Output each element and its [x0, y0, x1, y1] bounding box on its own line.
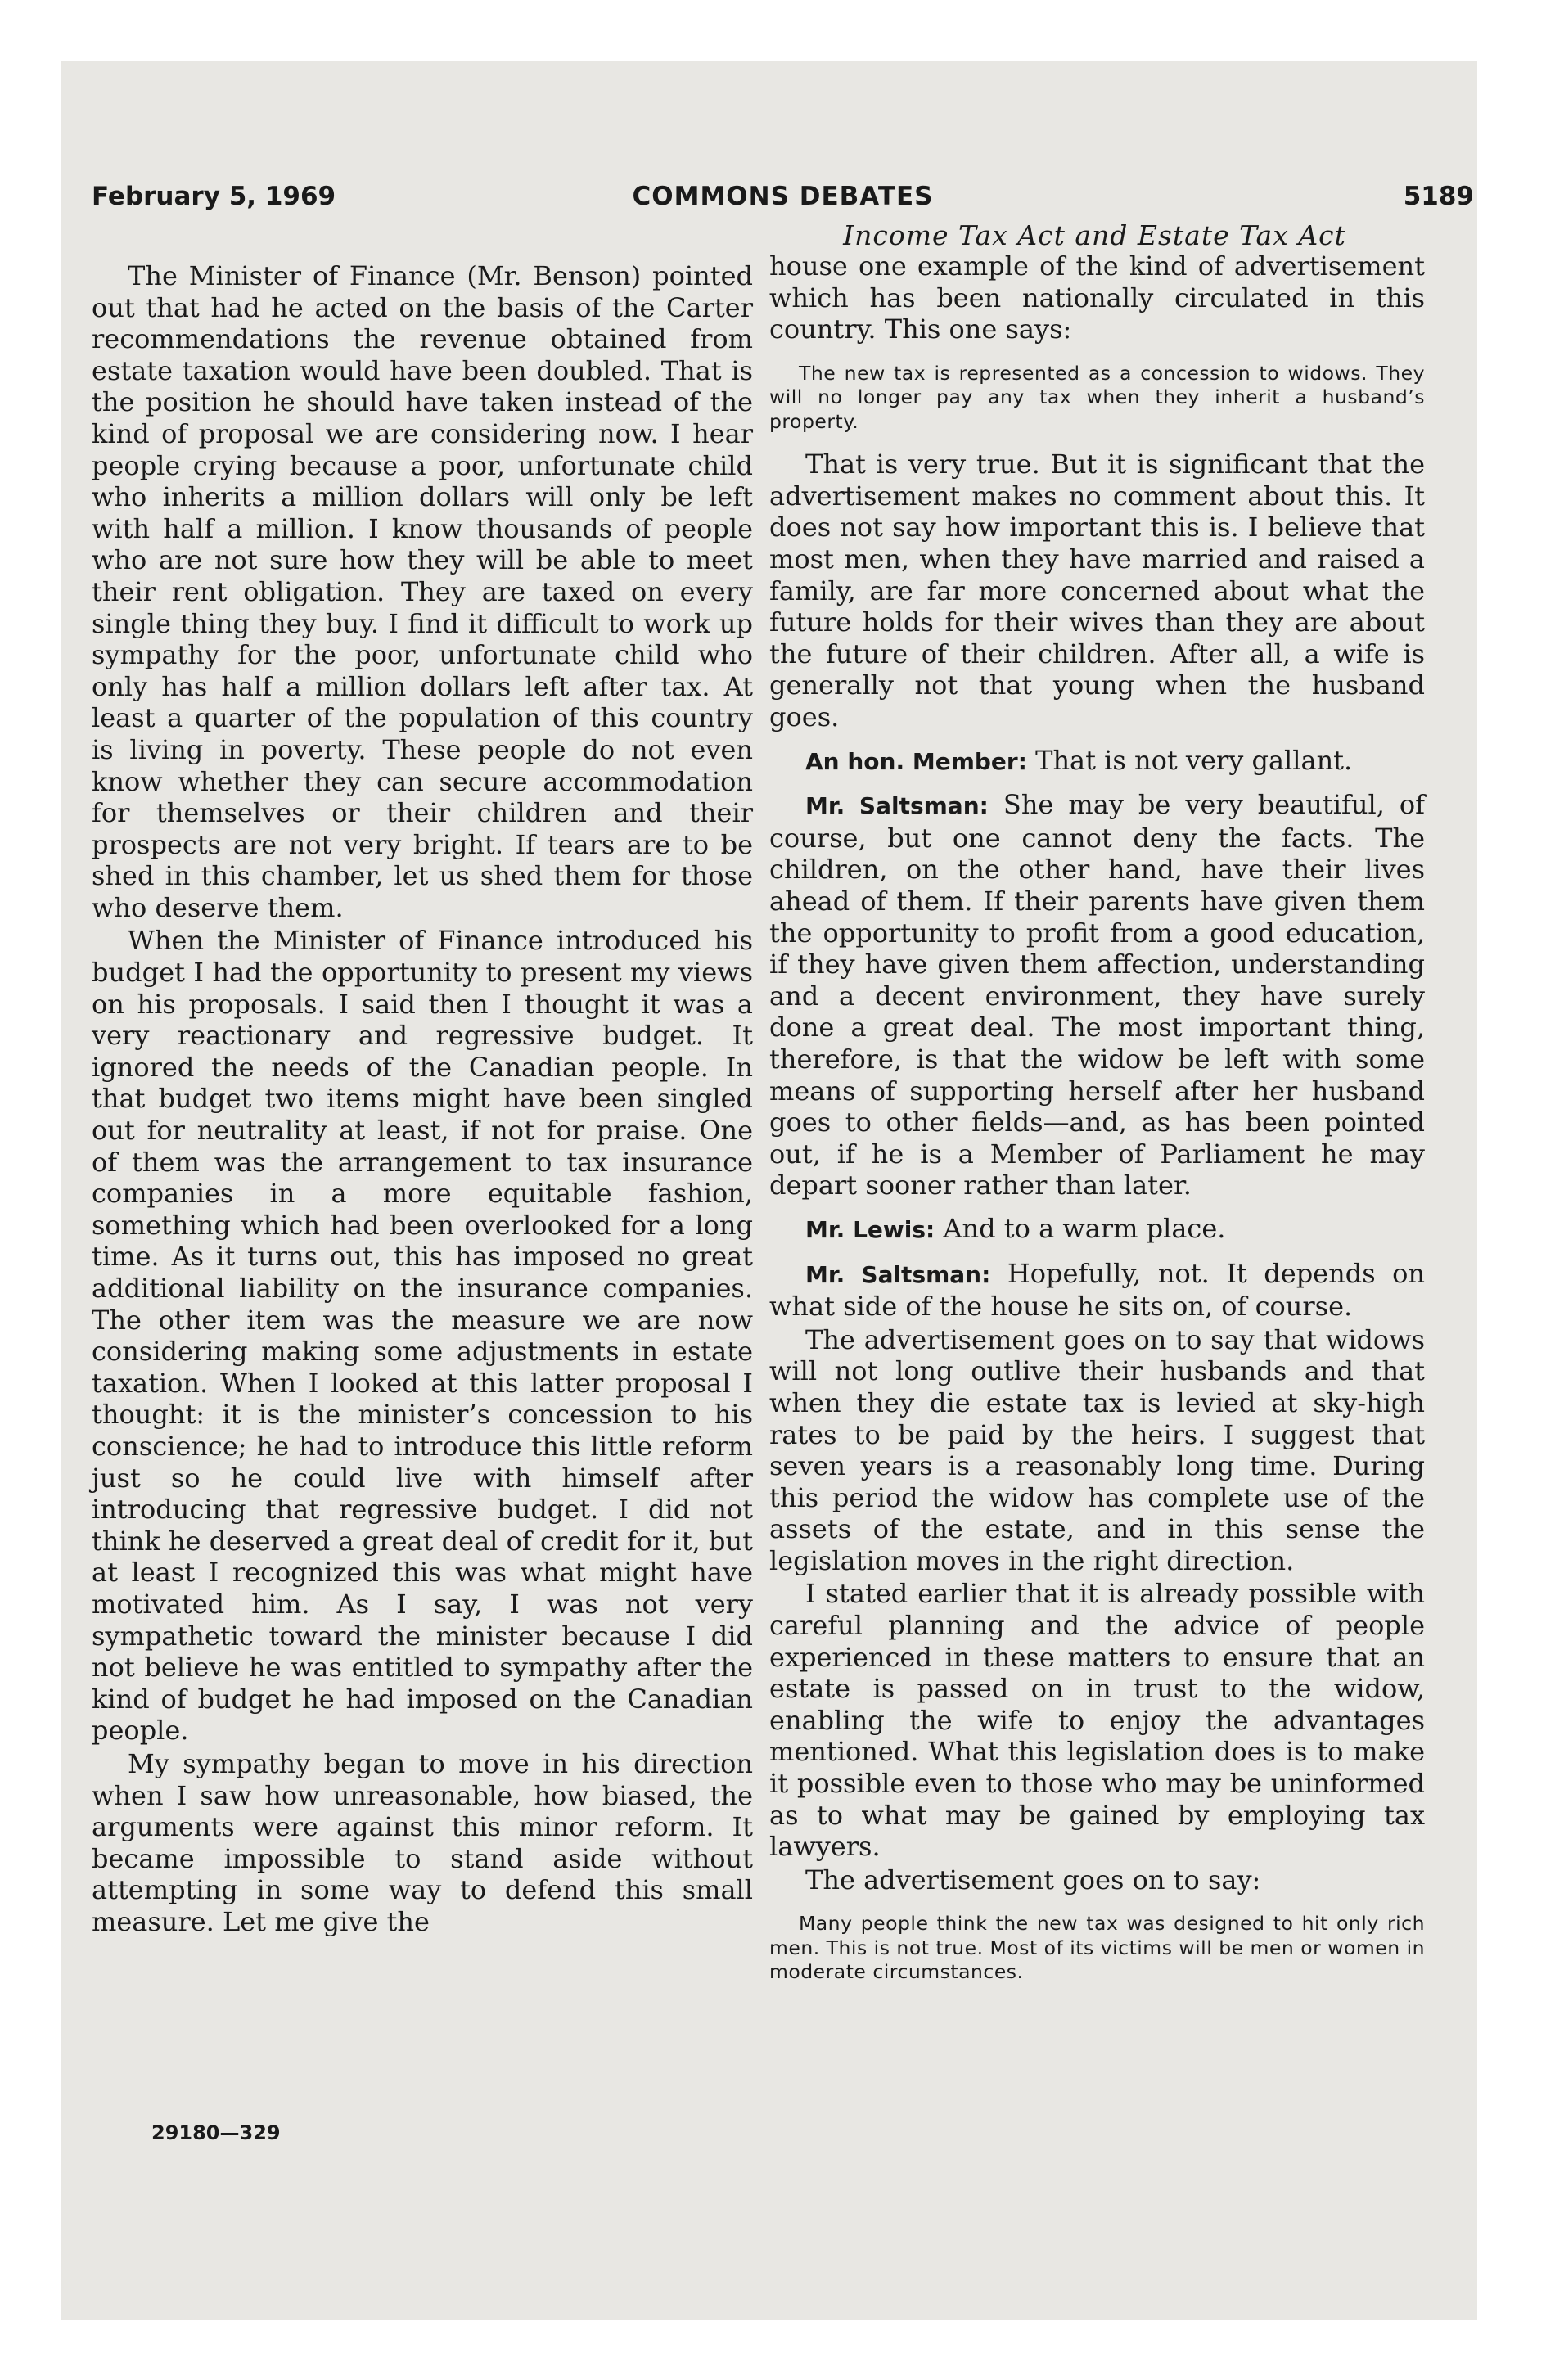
header-date: February 5, 1969: [92, 182, 336, 211]
header-title: COMMONS DEBATES: [632, 182, 934, 211]
speech: [769, 789, 1425, 1201]
paragraph: house one example of the kind of advertisement which has been nationally circulated in this country. This one says:: [769, 250, 1425, 345]
header-page-number: 5189: [1403, 182, 1474, 211]
speech: [769, 745, 1425, 778]
block-quote: The new tax is represented as a concession to widows. They will no longer pay any tax when they inherit a husband’s property.: [769, 361, 1425, 433]
running-subtitle: Income Tax Act and Estate Tax Act: [843, 219, 1346, 251]
paragraph: The advertisement goes on to say:: [805, 1864, 1261, 1895]
paragraph: My sympathy began to move in his direction when I saw how unreasonable, how biased, the arguments were against this minor reform. It became impossible to stand aside without attempting in some way to defend this small measure. Let me give the: [92, 1747, 753, 1937]
paragraph: The Minister of Finance (Mr. Benson) pointed out that had he acted on the basis of the Carter recommendations the revenue obtained from estate taxation would have been doubled. That is the position he should have taken instead of the kind of proposal we are considering now. I hear people crying because a poor, unfortunate child who inherits a million dollars will only be left with half a million. I know thousands of people who are not sure how they will be able to meet their rent obligation. They are taxed on every single thing they buy. I find it difficult to work up sympathy for the poor, unfortunate child who only has half a million dollars left after tax. At least a quarter of the population of this country is living in poverty. These people do not even know whether they can secure accommodation for themselves or their children and their prospects are not very bright. If tears are to be shed in this chamber, let us shed them for those who deserve them.: [92, 260, 753, 923]
speech-text: That is not very gallant.: [1035, 744, 1353, 776]
speaker-name: Mr. Lewis:: [805, 1215, 935, 1243]
speech-text: Hopefully, not. It depends on what side of the house he sits on, of course.: [769, 1257, 1426, 1323]
paragraph: That is very true. But it is significant that the advertisement makes no comment about this. It does not say how important this is. I believe that most men, when they have married and raised a family, are far more concerned about what the future holds for their wives than they are about the future of their children. After all, a wife is generally not that young when the husband goes.: [769, 449, 1425, 733]
paragraph: When the Minister of Finance introduced his budget I had the opportunity to present my views on his proposals. I said then I thought it was a very reactionary and regressive budget. It ignored the needs of the Canadian people. In that budget two items might have been singled out for neutrality at least, if not for praise. One of them was the arrangement to tax insurance companies in a more equitable fashion, something which had been overlooked for a long time. As it turns out, this has imposed no great additional liability on the insurance companies. The other item was the measure we are now considering making some adjustments in estate taxation. When I looked at this latter proposal I thought: it is the minister’s concession to his conscience; he had to introduce this little reform just so he could live with himself after introducing that regressive budget. I did not think he deserved a great deal of credit for it, but at least I recognized this was what might have motivated him. As I say, I was not very sympathetic toward the minister because I did not believe he was entitled to sympathy after the kind of budget he had imposed on the Canadian people.: [92, 925, 753, 1747]
speech: [769, 1213, 1425, 1246]
paragraph: I stated earlier that it is already possible with careful planning and the advice of people experienced in these matters to ensure that an estate is passed on in trust to the widow, enabling the wife to enjoy the advantages mentioned. What this legislation does is to make it possible even to those who may be uninformed as to what may be gained by employing tax lawyers.: [769, 1578, 1425, 1863]
speaker-name: Mr. Saltsman:: [805, 1260, 991, 1288]
right-column: [769, 250, 1425, 1999]
speaker-name: An hon. Member:: [805, 747, 1027, 775]
print-code: 29180—329: [151, 2121, 281, 2144]
speech-text: She may be very beautiful, of course, but one cannot deny the facts. The children, on the other hand, have their lives ahead of them. If their parents have given them the opportunity to profit from a good education, if they have given them affection, understanding and a decent environment, they have surely done a great deal. The most important thing, therefore, is that the widow be left with some means of supporting herself after her husband goes to other fields—and, as has been pointed out, if he is a Member of Parliament he may depart sooner rather than later.: [769, 789, 1426, 1201]
left-column: [92, 260, 753, 1939]
speech: [769, 1258, 1425, 1323]
speech-text: And to a warm place.: [943, 1212, 1226, 1244]
speaker-name: Mr. Saltsman:: [805, 792, 989, 820]
paragraph: The advertisement goes on to say that widows will not long outlive their husbands and that when they die estate tax is levied at sky-high rates to be paid by the heirs. I suggest that seven years is a reasonably long time. During this period the widow has complete use of the assets of the estate, and in this sense the legislation moves in the right direction.: [769, 1323, 1425, 1576]
block-quote: Many people think the new tax was designed to hit only rich men. This is not true. Most of its victims will be men or women in moderate circumstances.: [769, 1912, 1425, 1984]
page-header: [92, 182, 1474, 218]
